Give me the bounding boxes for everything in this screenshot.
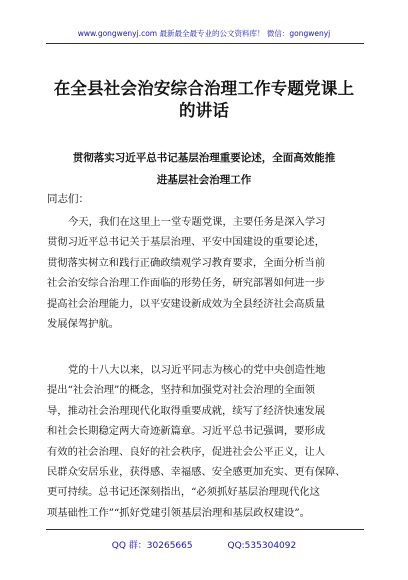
page-footer xyxy=(0,538,408,551)
paragraph-line: 发展保驾护航。 xyxy=(47,318,120,331)
subtitle-line-2: 进基层社会治理工作 xyxy=(156,174,252,186)
page-header: www.gongwenyj.com 最新最全最专业的公文资料库！ 微信：gongwenyj xyxy=(77,29,331,38)
salutation: 同志们： xyxy=(47,193,89,205)
paragraph-line: 贯彻习近平总书记关于基层治理、平安中国建设的重要论述， xyxy=(47,236,326,249)
paragraph-line: 贯彻落实树立和践行正确政绩观学习教育要求，全面分析当前 xyxy=(47,256,326,269)
title-line-1: 在全县社会治安综合治理工作专题党课上 xyxy=(53,79,355,98)
paragraph-line: 更可持续。总书记还深刻指出，“必须抓好基层治理现代化这 xyxy=(47,486,320,499)
paragraph-1 xyxy=(47,212,362,334)
paragraph-line: 导，推动社会治理现代化取得重要成就，续写了经济快速发展 xyxy=(47,404,326,417)
footer-divider xyxy=(46,529,364,530)
paragraph-2 xyxy=(47,360,362,523)
footer-qq-contact: QQ:535304092 xyxy=(227,541,297,551)
paragraph-line: 党的十八大以来，以习近平同志为核心的党中央创造性地 xyxy=(68,364,326,376)
subtitle-line-1: 贯彻落实习近平总书记基层治理重要论述，全面高效能推 xyxy=(72,152,336,164)
paragraph-line: 提出“社会治理”的概念，坚持和加强党对社会治理的全面领 xyxy=(47,384,315,397)
title-line-2: 的讲话 xyxy=(178,101,230,120)
paragraph-line: 今天，我们在这里上一堂专题党课，主要任务是深入学习 xyxy=(68,216,326,228)
paragraph-line: 社会治安综合治理工作面临的形势任务，研究部署如何进一步 xyxy=(47,277,326,290)
header-divider xyxy=(46,43,364,44)
paragraph-line: 项基础性工作”“抓好党建引领基层治理和基层政权建设”。 xyxy=(47,506,310,519)
paragraph-line: 提高社会治理能力，以平安建设新成效为全县经济社会高质量 xyxy=(47,297,326,310)
footer-qq-group: QQ 群：30265665 xyxy=(111,541,193,551)
document-subtitle xyxy=(56,147,352,191)
paragraph-line: 有效的社会治理、良好的社会秩序，促进社会公平正义，让人 xyxy=(47,445,326,458)
paragraph-line: 和社会长期稳定两大奇迹新篇章。习近平总书记强调，要形成 xyxy=(47,425,326,438)
paragraph-line: 民群众安居乐业，获得感、幸福感、安全感更加充实、更有保障、 xyxy=(47,466,346,479)
document-title xyxy=(44,78,364,122)
